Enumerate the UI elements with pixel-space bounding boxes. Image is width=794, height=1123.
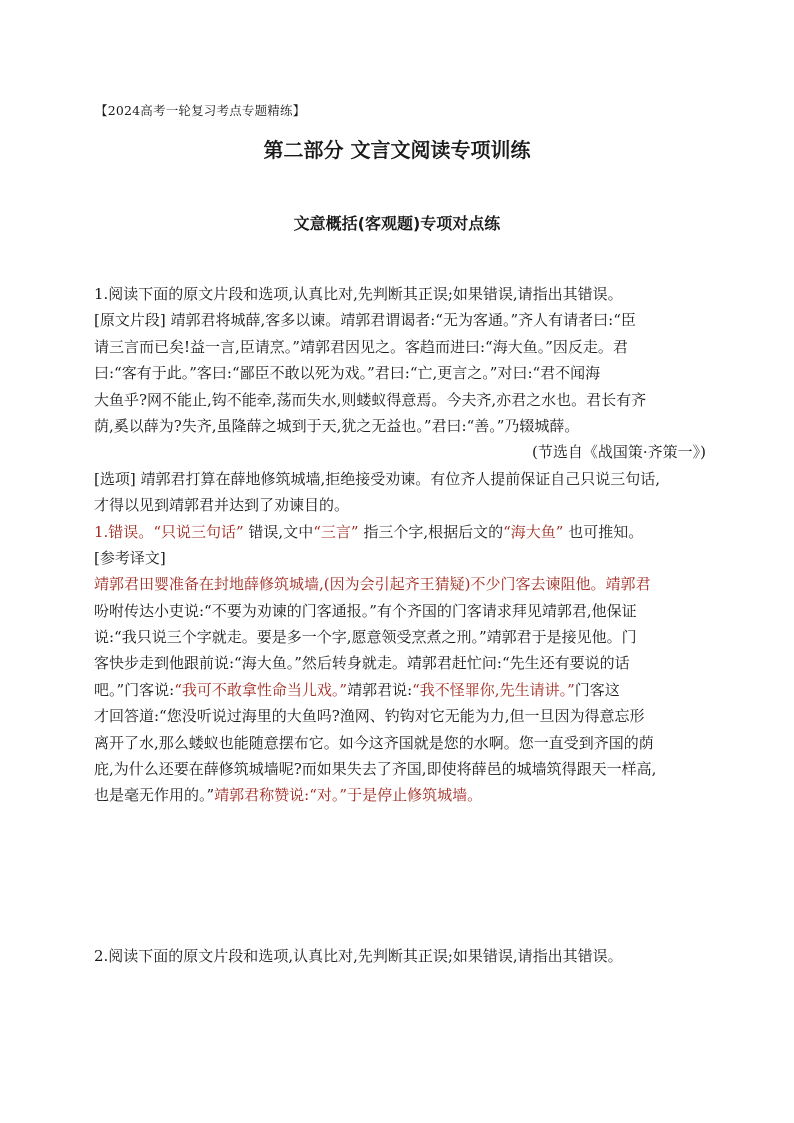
translation-line: 庇,为什么还要在薛修筑城墙呢?而如果失去了齐国,即使将薛邑的城墙筑得跟天一样高, (94, 760, 657, 779)
option-line: [选项] 靖郭君打算在薛地修筑城墙,拒绝接受劝谏。有位齐人提前保证自己只说三句话, (94, 469, 661, 488)
passage-line: 请三言而已矣!益一言,臣请烹。”靖郭君因见之。客趋而进曰:“海大鱼。”因反走。君 (94, 337, 628, 356)
translation-line: 靖郭君田婴准备在封地薛修筑城墙,(因为会引起齐王猜疑)不少门客去谏阻他。靖郭君 (94, 575, 651, 594)
translation-line: 离开了水,那么蝼蚁也能随意摆布它。如今这齐国就是您的水啊。您一直受到齐国的荫 (94, 733, 654, 752)
translation-highlight: 靖郭君称赞说:“对。”于是停止修筑城墙。 (214, 786, 483, 805)
passage-line: 曰:“客有于此。”客曰:“鄙臣不敢以死为戏。”君曰:“亡,更言之。”对曰:“君不闻海 (94, 364, 601, 383)
page-title: 第二部分 文言文阅读专项训练 (263, 138, 531, 162)
answer-verdict: 1.错误。 (94, 522, 154, 541)
answer-quote: “三言” (313, 522, 359, 541)
answer-quote: “只说三句话” (153, 522, 244, 541)
q1-instruction: 1.阅读下面的原文片段和选项,认真比对,先判断其正误;如果错误,请指出其错误。 (94, 285, 623, 303)
series-tag: 【2024高考一轮复习考点专题精练】 (95, 103, 306, 118)
translation-line: 才回答道:“您没听说过海里的大鱼吗?渔网、钓钩对它无能为力,但一旦因为得意忘形 (94, 707, 645, 726)
section-title: 文意概括(客观题)专项对点练 (293, 214, 501, 233)
translation-highlight: “我不怪罪你,先生请讲。” (412, 680, 575, 699)
translation-text: 也是毫无作用的。” (94, 786, 215, 805)
question-1 (94, 281, 706, 809)
passage-line: 荫,奚以薛为?失齐,虽隆薛之城到于天,犹之无益也。”君曰:“善。”乃辍城薛。 (94, 416, 580, 435)
reference-label: [参考译文] (94, 548, 166, 567)
passage-line: 大鱼乎?网不能止,钩不能牵,荡而失水,则蝼蚁得意焉。今夫齐,亦君之水也。君长有齐 (94, 390, 647, 409)
option-line: 才得以见到靖郭君并达到了劝谏目的。 (94, 496, 350, 515)
passage-line: [原文片段] 靖郭君将城薛,客多以谏。靖郭君谓谒者:“无为客通。”齐人有请者曰:“臣 (94, 311, 636, 330)
translation-line: 说:“我只说三个字就走。要是多一个字,愿意领受烹煮之刑。”靖郭君于是接见他。门 (94, 628, 637, 647)
translation-text: 吧。”门客说: (94, 680, 175, 699)
translation-highlight: “我可不敢拿性命当儿戏。” (174, 680, 348, 699)
translation-line: 客快步走到他跟前说:“海大鱼。”然后转身就走。靖郭君赶忙问:“先生还有要说的话 (94, 654, 630, 673)
translation-line: 吩咐传达小吏说:“不要为劝谏的门客通报。”有个齐国的门客请求拜见靖郭君,他保证 (94, 601, 637, 620)
translation-text: 门客这 (574, 680, 620, 699)
answer-quote: “海大鱼” (503, 522, 564, 541)
answer-line (94, 519, 706, 545)
answer-text: 也可推知。 (563, 522, 644, 541)
answer-text: 指三个字,根据后文的 (358, 522, 504, 541)
answer-text: 错误,文中 (243, 522, 314, 541)
translation-line (94, 782, 706, 808)
passage-source: (节选自《战国策·齐策一》) (532, 443, 706, 462)
q2-instruction: 2.阅读下面的原文片段和选项,认真比对,先判断其正误;如果错误,请指出其错误。 (94, 947, 623, 965)
translation-text: 靖郭君说: (347, 680, 413, 699)
translation-line (94, 677, 706, 703)
